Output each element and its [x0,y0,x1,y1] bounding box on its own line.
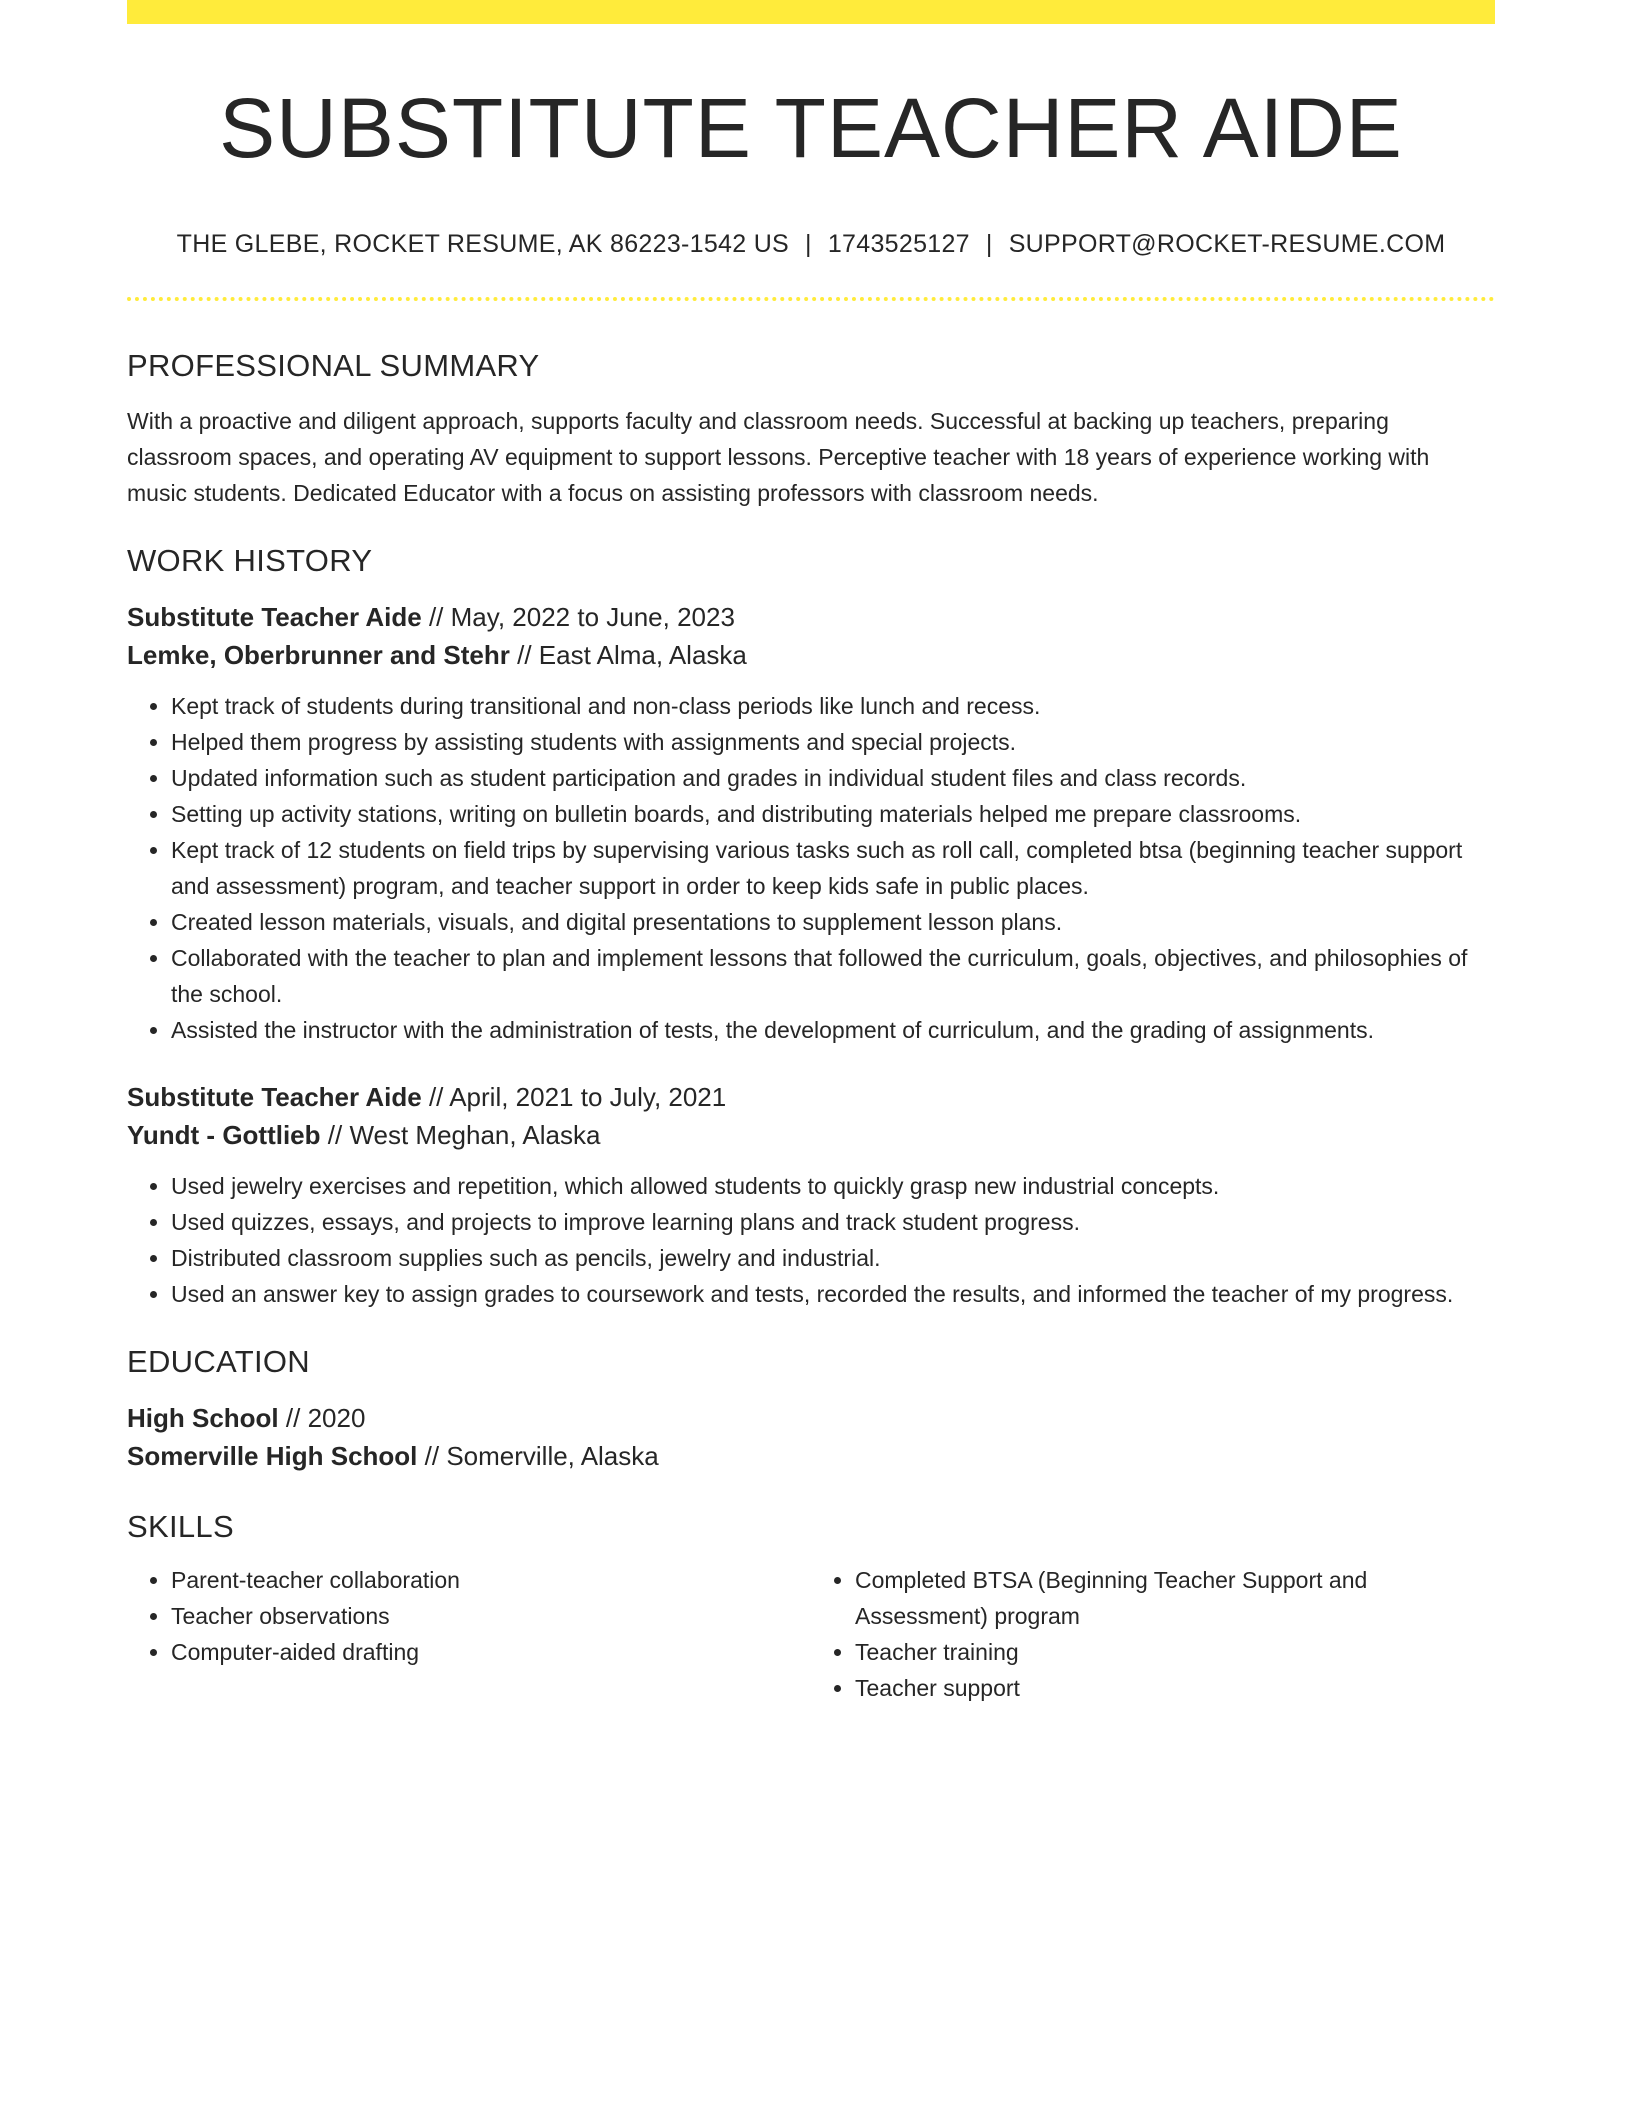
sep-slashes: // [421,602,451,632]
sep-slashes: // [320,1120,350,1150]
sep-slashes: // [509,640,539,670]
job-bullets [127,1168,1495,1312]
job-bullet: • Collaborated with the teacher to plan and implement lessons that followed the curriculum, goals, objectives, and philosophies of the school. [171,940,1495,1012]
contact-address: THE GLEBE, ROCKET RESUME, AK 86223-1542 US [176,230,790,258]
skill-item: • Parent-teacher collaboration [171,1562,811,1598]
skills-column-right [811,1562,1495,1706]
education-degree: High School [127,1403,279,1433]
sep-slashes: // [421,1082,450,1112]
job-title-line [127,598,1495,636]
accent-bar [127,0,1495,24]
resume-name: SUBSTITUTE TEACHER AIDE [219,81,1403,175]
job-bullet: • Used an answer key to assign grades to coursework and tests, recorded the results, and informed the teacher of my progress. [171,1276,1495,1312]
job-location: East Alma, Alaska [538,640,747,670]
skills-grid [127,1562,1495,1706]
sep-slashes: // [278,1403,308,1433]
job-entry [127,1078,1495,1312]
job-role: Substitute Teacher Aide [127,1082,422,1112]
section-title-summary: PROFESSIONAL SUMMARY [127,348,540,383]
skill-item: • Computer-aided drafting [171,1634,811,1670]
job-company-line [127,1116,1495,1154]
job-bullet: • Assisted the instructor with the administration of tests, the development of curriculum, and the grading of assignments. [171,1012,1495,1048]
job-bullet: • Helped them progress by assisting students with assignments and special projects. [171,724,1495,760]
education-school-line [127,1437,1495,1475]
job-dates: May, 2022 to June, 2023 [450,602,735,632]
education-year: 2020 [307,1403,366,1433]
contact-separator: | [985,230,993,258]
skill-item: • Teacher support [855,1670,1495,1706]
contact-line [127,232,1495,257]
job-bullet: • Distributed classroom supplies such as pencils, jewelry and industrial. [171,1240,1495,1276]
skills-column-left [127,1562,811,1706]
job-company: Lemke, Oberbrunner and Stehr [127,640,510,670]
job-bullet: • Kept track of 12 students on field trips by supervising various tasks such as roll call, completed btsa (beginning teacher support and assessment) program, and teacher support in order to keep kids safe in public places. [171,832,1495,904]
contact-separator: | [805,230,812,258]
section-title-work: WORK HISTORY [127,543,373,578]
job-title-line [127,1078,1495,1116]
resume-page [127,0,1495,1706]
contact-email: SUPPORT@ROCKET-RESUME.COM [1008,230,1446,258]
skill-item: • Teacher training [855,1634,1495,1670]
job-dates: April, 2021 to July, 2021 [449,1082,727,1112]
education-school: Somerville High School [127,1441,418,1471]
skill-item: • Teacher observations [171,1598,811,1634]
skill-item: • Completed BTSA (Beginning Teacher Support and Assessment) program [855,1562,1495,1634]
summary-text: With a proactive and diligent approach, supports faculty and classroom needs. Successful at backing up teachers, preparing classroom spaces, and operating AV equipment to support lessons. Perceptive teacher with 18 years of experience working with music students. Dedicated Educator with a focus on assisting professors with classroom needs. [127,408,1430,506]
job-role: Substitute Teacher Aide [127,602,422,632]
section-title-skills: SKILLS [127,1509,234,1544]
job-bullet: • Updated information such as student participation and grades in individual student files and class records. [171,760,1495,796]
job-bullet: • Used quizzes, essays, and projects to improve learning plans and track student progress. [171,1204,1495,1240]
job-bullet: • Used jewelry exercises and repetition, which allowed students to quickly grasp new industrial concepts. [171,1168,1495,1204]
education-location: Somerville, Alaska [446,1441,659,1471]
job-entry [127,598,1495,1048]
education-degree-line [127,1399,1495,1437]
job-bullet: • Kept track of students during transitional and non-class periods like lunch and recess. [171,688,1495,724]
job-company-line [127,636,1495,674]
education-entry [127,1399,1495,1475]
job-company: Yundt - Gottlieb [127,1120,321,1150]
job-bullet: • Created lesson materials, visuals, and digital presentations to supplement lesson plans. [171,904,1495,940]
job-bullets [127,688,1495,1048]
job-location: West Meghan, Alaska [349,1120,601,1150]
section-title-education: EDUCATION [127,1344,310,1379]
job-bullet: • Setting up activity stations, writing on bulletin boards, and distributing materials helped me prepare classrooms. [171,796,1495,832]
sep-slashes: // [417,1441,447,1471]
dotted-divider [127,297,1495,301]
contact-phone: 1743525127 [827,230,970,258]
